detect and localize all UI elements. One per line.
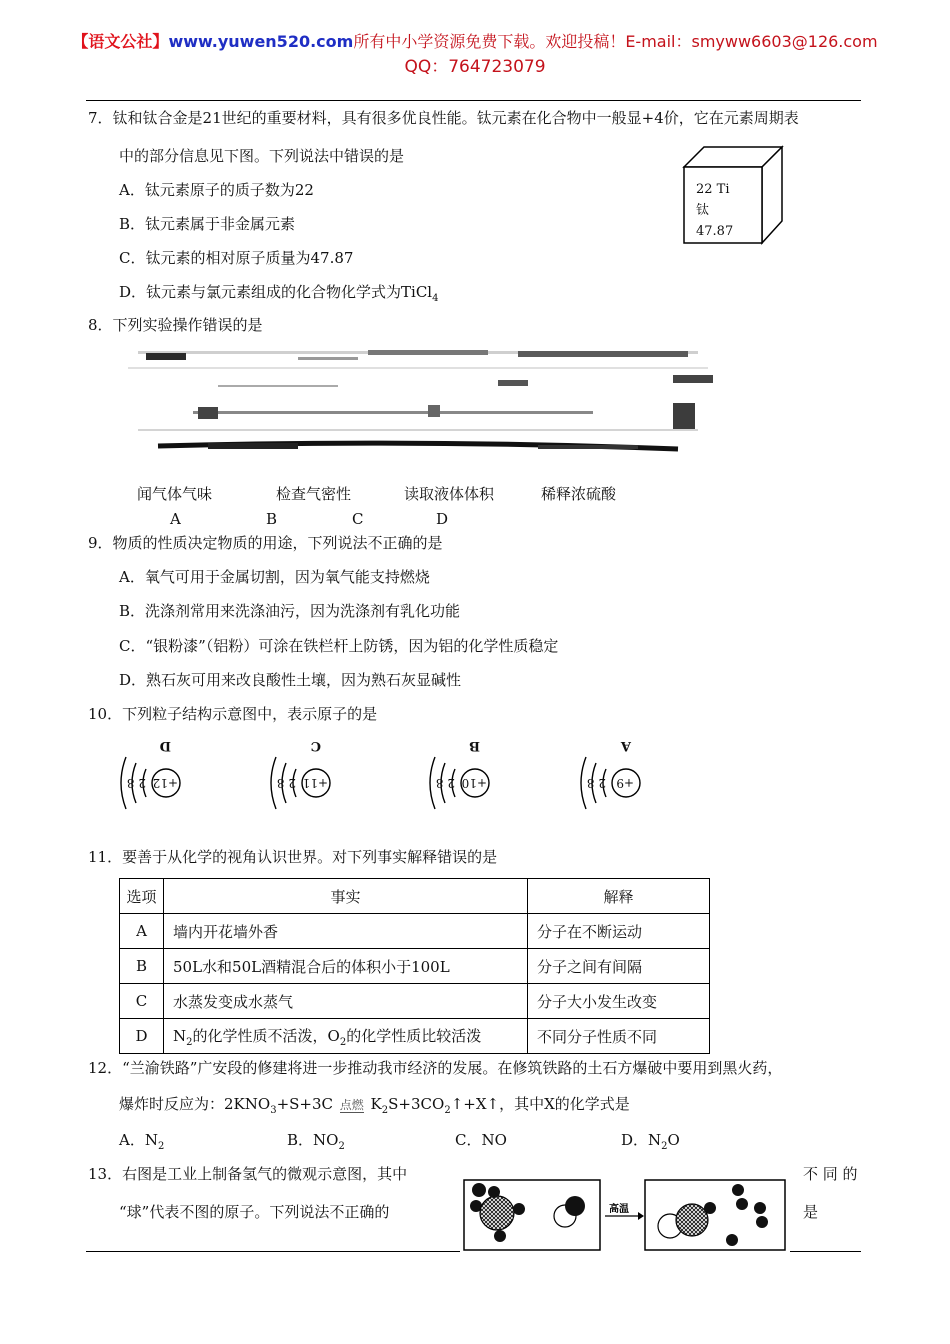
- q13-stem-1: 13．右图是工业上制备氢气的微观示意图，其中: [88, 1165, 408, 1183]
- particle-a-shells-text: 2 8: [586, 776, 606, 790]
- q13-stem-1-end: 不 同 的: [803, 1165, 858, 1183]
- element-number-symbol: 22 Ti: [696, 182, 730, 197]
- q11-stem: 11．要善于从化学的视角认识世界。对下列事实解释错误的是: [88, 848, 498, 866]
- q7-option-b: B．钛元素属于非金属元素: [119, 215, 296, 233]
- q12-stem-1: 12．“兰渝铁路”广安段的修建将进一步推动我市经济的发展。在修筑铁路的土石方爆破中要用到黑火药，: [88, 1059, 783, 1077]
- q8-letter-d: D: [436, 510, 449, 528]
- header-fact: 事实: [164, 879, 528, 914]
- reaction-condition: 点燃: [339, 1098, 364, 1112]
- particle-d-nucleus: +12: [152, 776, 178, 790]
- q8-letter-b: B: [266, 510, 278, 528]
- q12-stem-2: 爆炸时反应为：$2KNO_3+S+3C$ 点燃 $K_2S+3CO_2↑+X↑$，其中X的化学式是: [119, 1095, 630, 1116]
- facts-table: [119, 878, 710, 1054]
- header-rule: [86, 100, 861, 101]
- table-row: B 50L水和50L酒精混合后的体积小于100L 分子之间有间隔: [120, 949, 710, 984]
- qq-line: QQ：764723079: [404, 57, 546, 77]
- particle-c-letter: C: [310, 738, 321, 753]
- table-row: C 水蒸发变成水蒸气 分子大小发生改变: [120, 984, 710, 1019]
- q9-option-a: A．氧气可用于金属切割，因为氧气能支持燃烧: [119, 568, 430, 586]
- header-option: 选项: [120, 879, 164, 914]
- element-name: 钛: [696, 203, 710, 218]
- header-banner: [0, 29, 950, 52]
- arrow-label: 高温: [609, 1204, 629, 1215]
- header-explain: 解释: [528, 879, 710, 914]
- q8-label-c: 读取液体体积: [404, 485, 495, 503]
- q8-label-b: 检查气密性: [276, 485, 352, 503]
- q9-option-d: D．熟石灰可用来改良酸性土壤，因为熟石灰显碱性: [119, 671, 462, 689]
- table-row: D $N_2$的化学性质不活泼，$O_2$的化学性质比较活泼 不同分子性质不同: [120, 1019, 710, 1054]
- q8-label-a: 闻气体气味: [137, 485, 213, 503]
- q10-stem: 10．下列粒子结构示意图中，表示原子的是: [88, 705, 378, 723]
- footer-rule-left: [86, 1251, 460, 1252]
- particle-c-nucleus: +11: [302, 776, 328, 790]
- q9-option-c: C．“银粉漆”（铝粉）可涂在铁栏杆上防锈，因为铝的化学性质稳定: [119, 637, 559, 655]
- particle-a: [578, 735, 658, 815]
- q7-stem-1: 7．钛和钛合金是21世纪的重要材料，具有很多优良性能。钛元素在化合物中一般显+4价，它在元素周期表: [88, 109, 799, 127]
- q12-option-d: D．$N_2O$: [621, 1131, 680, 1152]
- q8-label-d: 稀释浓硫酸: [541, 485, 617, 503]
- q9-option-b: B．洗涤剂常用来洗涤油污，因为洗涤剂有乳化功能: [119, 602, 461, 620]
- fact-d: $N_2$的化学性质不活泼，$O_2$的化学性质比较活泼: [164, 1019, 528, 1054]
- q12-option-b: B．$NO_2$: [287, 1131, 345, 1152]
- q7-option-a: A．钛元素原子的质子数为22: [119, 181, 314, 199]
- reaction-micro-diagram: [462, 1178, 790, 1254]
- brand: 【语文公社】: [72, 32, 169, 51]
- particle-d-shells-text: 2 8: [126, 776, 146, 790]
- element-mass: 47.87: [696, 224, 734, 239]
- particle-b-letter: B: [469, 738, 480, 753]
- q7-option-c: C．钛元素的相对原子质量为47.87: [119, 249, 354, 267]
- particle-d: [118, 735, 198, 815]
- q13-stem-2: “球”代表不图的原子。下列说法不正确的: [119, 1203, 390, 1221]
- footer-rule-right: [790, 1251, 861, 1252]
- particle-a-letter: A: [620, 738, 631, 753]
- q8-letter-a: A: [170, 510, 181, 528]
- table-row: A 墙内开花墙外香 分子在不断运动: [120, 914, 710, 949]
- particle-b-shells-text: 2 8: [435, 776, 455, 790]
- q13-stem-2-end: 是: [803, 1203, 819, 1221]
- particle-c-shells-text: 2 8: [276, 776, 296, 790]
- q9-stem: 9．物质的性质决定物质的用途，下列说法不正确的是: [88, 534, 443, 552]
- particle-a-nucleus: +9: [616, 776, 634, 790]
- particle-c: [268, 735, 348, 815]
- particle-b-nucleus: +10: [461, 776, 487, 790]
- q12-option-c: C．NO: [455, 1131, 507, 1149]
- q8-stem: 8．下列实验操作错误的是: [88, 316, 263, 334]
- particle-d-letter: D: [159, 738, 171, 753]
- q7-option-d: D．钛元素与氯元素组成的化合物化学式为TiCl$_4$: [119, 283, 439, 304]
- lab-operations-figure: [118, 345, 730, 463]
- table-header-row: [120, 879, 710, 914]
- site-link[interactable]: www.yuwen520.com: [168, 32, 354, 51]
- particle-b: [427, 735, 507, 815]
- q8-letter-c: C: [352, 510, 364, 528]
- q7-stem-2: 中的部分信息见下图。下列说法中错误的是: [119, 147, 405, 165]
- tagline: 所有中小学资源免费下载。欢迎投稿！E-mail：smyww6603@126.com: [353, 32, 878, 51]
- q12-option-a: A．$N_2$: [119, 1131, 165, 1152]
